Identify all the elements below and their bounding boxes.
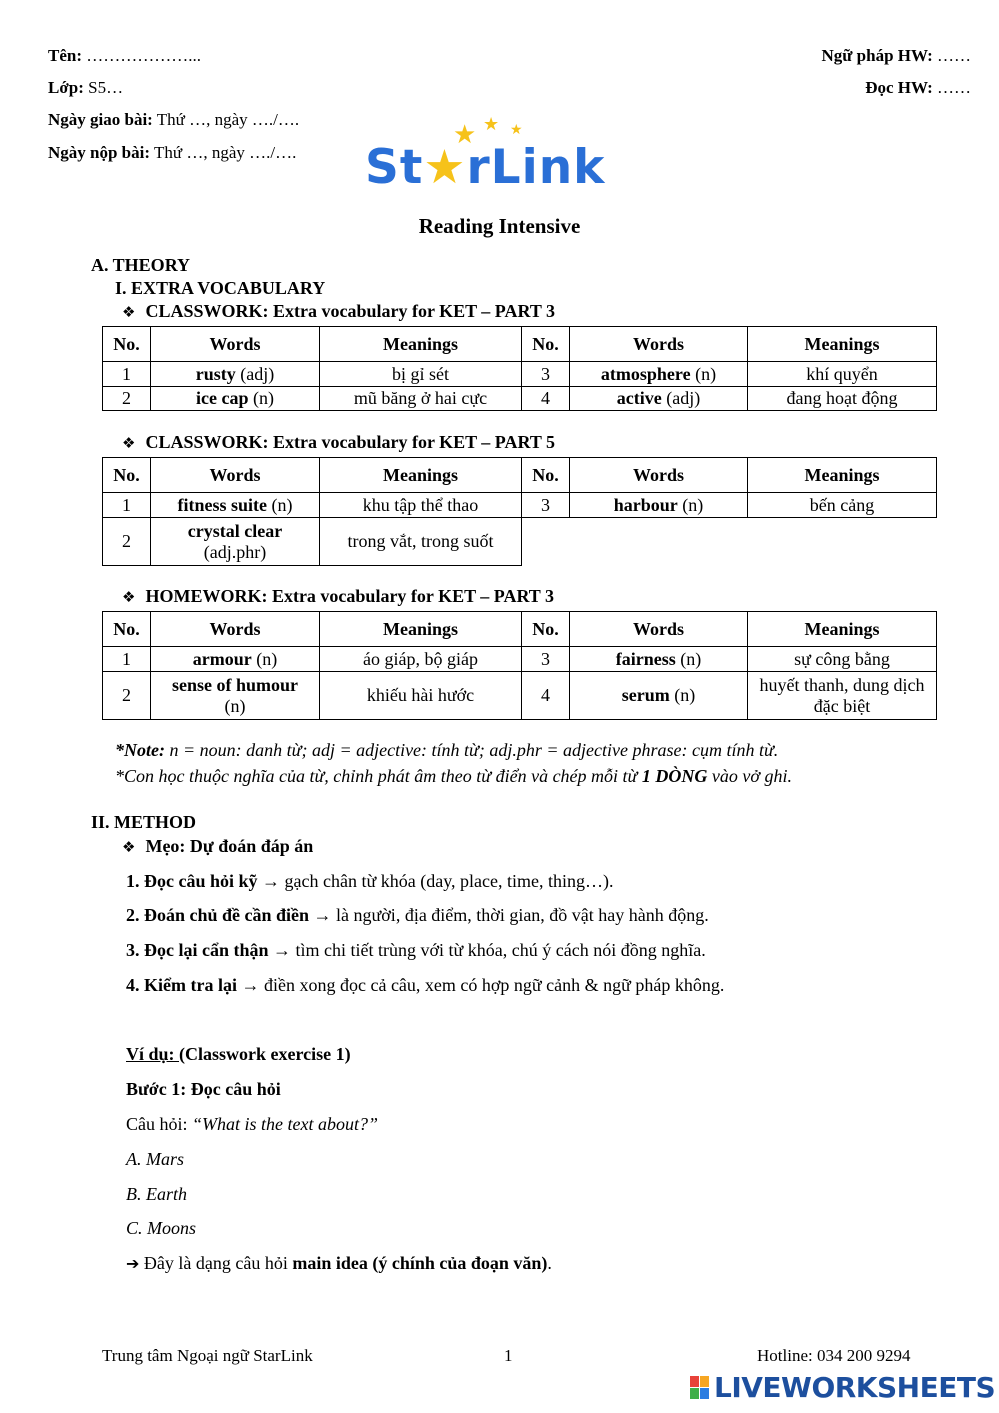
diamond-bullet-icon: ❖: [122, 588, 136, 606]
assigned-date-line: Ngày giao bài: Thứ …, ngày …./….: [48, 110, 300, 129]
diamond-bullet-icon: ❖: [122, 434, 136, 452]
logo-wordmark: St★rLink: [365, 140, 606, 195]
col-header-no: No.: [522, 327, 570, 362]
liveworksheets-watermark: LIVEWORKSHEETS: [690, 1371, 995, 1404]
col-header-words: Words: [151, 458, 320, 493]
table-row: 2 ice cap (n) mũ băng ở hai cực 4 active (adj) đang hoạt động: [103, 387, 937, 411]
class-line: Lớp: S5…: [48, 78, 124, 97]
table3-title: ❖ HOMEWORK: Extra vocabulary for KET – PART 3: [122, 586, 554, 606]
col-header-words: Words: [570, 458, 748, 493]
grammar-hw-score: Ngữ pháp HW: ……: [821, 46, 971, 65]
section-theory-heading: A. THEORY: [91, 255, 191, 275]
logo-star-icon: ★: [423, 140, 467, 195]
table-row: 1 armour (n) áo giáp, bộ giáp 3 fairness (n) sự công bằng: [103, 647, 937, 672]
option-a: A. Mars: [126, 1149, 184, 1169]
vocab-table-classwork-part3: [102, 326, 937, 411]
arrow-icon: ➔: [126, 1254, 140, 1273]
col-header-no: No.: [103, 612, 151, 647]
question-line: Câu hỏi: “What is the text about?”: [126, 1114, 378, 1134]
col-header-words: Words: [151, 612, 320, 647]
submission-date-line: Ngày nộp bài: Thứ …, ngày …./….: [48, 143, 297, 162]
col-header-words: Words: [570, 612, 748, 647]
option-b: B. Earth: [126, 1184, 187, 1204]
col-header-no: No.: [522, 458, 570, 493]
table-row: 1 fitness suite (n) khu tập thể thao 3 harbour (n) bến cảng: [103, 493, 937, 518]
col-header-meanings: Meanings: [320, 327, 522, 362]
reading-hw-score: Đọc HW: ……: [865, 78, 971, 97]
page-number: 1: [504, 1346, 513, 1365]
table2-title: ❖ CLASSWORK: Extra vocabulary for KET – PART 5: [122, 432, 556, 452]
vocab-table-homework-part3: [102, 611, 937, 720]
vocab-heading: I. EXTRA VOCABULARY: [115, 278, 326, 298]
vocab-table-classwork-part5: [102, 457, 937, 566]
method-step: 4. Kiểm tra lại → điền xong đọc cả câu, xem có hợp ngữ cảnh & ngữ pháp không.: [126, 975, 725, 995]
starlink-logo: ★ ★ ★ St★rLink: [365, 114, 606, 195]
table-row: 2 sense of humour (n) khiếu hài hước 4 serum (n) huyết thanh, dung dịch đặc biệt: [103, 672, 937, 720]
table-row: 1 rusty (adj) bị gỉ sét 3 atmosphere (n) khí quyển: [103, 362, 937, 387]
note-instructions: *Con học thuộc nghĩa của từ, chỉnh phát âm theo từ điển và chép mỗi từ 1 DÒNG vào vở ghi.: [115, 766, 792, 786]
example-heading: Ví dụ: (Classwork exercise 1): [126, 1044, 351, 1064]
method-step: 3. Đọc lại cẩn thận → tìm chi tiết trùng với từ khóa, chú ý cách nói đồng nghĩa.: [126, 940, 706, 960]
note-abbreviations: *Note: n = noun: danh từ; adj = adjective: tính từ; adj.phr = adjective phrase: cụm tính từ.: [115, 740, 779, 760]
col-header-no: No.: [103, 327, 151, 362]
table-row: 2 crystal clear (adj.phr) trong vắt, trong suốt: [103, 518, 937, 566]
conclusion-line: ➔ Đây là dạng câu hỏi main idea (ý chính của đoạn văn).: [126, 1253, 552, 1273]
col-header-meanings: Meanings: [748, 612, 937, 647]
liveworksheets-logo-icon: [690, 1376, 710, 1400]
table1-title: ❖ CLASSWORK: Extra vocabulary for KET – PART 3: [122, 301, 556, 321]
step1-title: Bước 1: Đọc câu hỏi: [126, 1079, 281, 1099]
col-header-no: No.: [103, 458, 151, 493]
col-header-meanings: Meanings: [748, 458, 937, 493]
footer-hotline: Hotline: 034 200 9294: [757, 1346, 911, 1365]
col-header-words: Words: [570, 327, 748, 362]
col-header-no: No.: [522, 612, 570, 647]
method-step: 1. Đọc câu hỏi kỹ → gạch chân từ khóa (day, place, time, thing…).: [126, 871, 614, 891]
diamond-bullet-icon: ❖: [122, 303, 136, 321]
col-header-meanings: Meanings: [320, 458, 522, 493]
col-header-meanings: Meanings: [748, 327, 937, 362]
col-header-words: Words: [151, 327, 320, 362]
col-header-meanings: Meanings: [320, 612, 522, 647]
tip-title: ❖ Mẹo: Dự đoán đáp án: [122, 836, 314, 856]
page-title: Reading Intensive: [418, 214, 581, 238]
footer-center-name: Trung tâm Ngoại ngữ StarLink: [102, 1346, 313, 1365]
method-step: 2. Đoán chủ đề cần điền → là người, địa điểm, thời gian, đồ vật hay hành động.: [126, 905, 709, 925]
option-c: C. Moons: [126, 1218, 197, 1238]
section-method-heading: II. METHOD: [91, 812, 197, 832]
diamond-bullet-icon: ❖: [122, 838, 136, 856]
student-name-line: Tên: ………………...: [48, 46, 201, 65]
